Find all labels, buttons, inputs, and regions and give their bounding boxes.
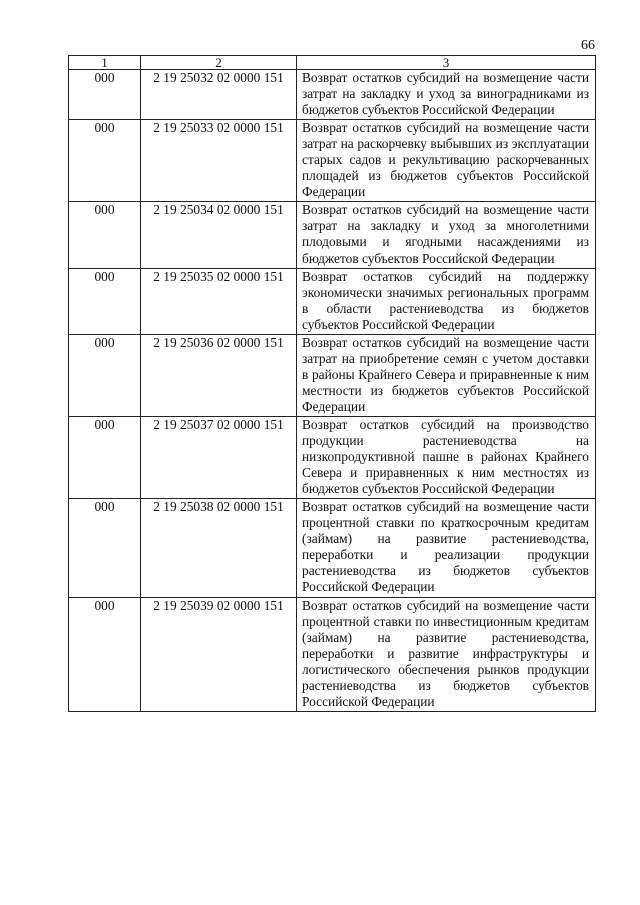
income-description: Возврат остатков субсидий на производство продукции растениеводства на низкопродуктивной пашне в районах Крайнего Севера и приравненных к ним местностях из бюджетов субъектов Российской Федерации (297, 416, 596, 498)
table-row (69, 202, 596, 268)
income-description: Возврат остатков субсидий на возмещение части затрат на закладку и уход за многолетними плодовыми и ягодными насаждениями из бюджетов субъектов Российской Федерации (297, 202, 596, 268)
budget-classification-code: 2 19 25039 02 0000 151 (141, 597, 297, 711)
table-row (69, 499, 596, 597)
budget-classification-code: 2 19 25032 02 0000 151 (141, 70, 297, 120)
table-row (69, 70, 596, 120)
administrator-code: 000 (69, 268, 141, 334)
column-header-2: 2 (141, 56, 297, 70)
administrator-code: 000 (69, 334, 141, 416)
budget-classification-code: 2 19 25037 02 0000 151 (141, 416, 297, 498)
administrator-code: 000 (69, 499, 141, 597)
page-number: 66 (581, 38, 595, 53)
income-description: Возврат остатков субсидий на возмещение части процентной ставки по инвестиционным кредитам (займам) на развитие растениеводства, переработки и развитие инфраструктуры и логистического обеспечения рынков продукции растениеводства из бюджетов субъектов Российской Федерации (297, 597, 596, 711)
administrator-code: 000 (69, 120, 141, 202)
budget-classification-table (68, 55, 596, 712)
income-description: Возврат остатков субсидий на возмещение части затрат на приобретение семян с учетом доставки в районы Крайнего Севера и приравненные к ним местности из бюджетов субъектов Российской Федерации (297, 334, 596, 416)
budget-classification-code: 2 19 25038 02 0000 151 (141, 499, 297, 597)
administrator-code: 000 (69, 597, 141, 711)
budget-classification-code: 2 19 25033 02 0000 151 (141, 120, 297, 202)
income-description: Возврат остатков субсидий на возмещение части затрат на раскорчевку выбывших из эксплуатации старых садов и рекультивацию раскорчеванных площадей из бюджетов субъектов Российской Федерации (297, 120, 596, 202)
table-row (69, 120, 596, 202)
budget-classification-code: 2 19 25035 02 0000 151 (141, 268, 297, 334)
budget-classification-code: 2 19 25036 02 0000 151 (141, 334, 297, 416)
table-row (69, 268, 596, 334)
administrator-code: 000 (69, 416, 141, 498)
column-header-3: 3 (297, 56, 596, 70)
budget-classification-code: 2 19 25034 02 0000 151 (141, 202, 297, 268)
income-description: Возврат остатков субсидий на возмещение части процентной ставки по краткосрочным кредитам (займам) на развитие растениеводства, переработки и реализации продукции растениеводства из бюджетов субъектов Российской Федерации (297, 499, 596, 597)
column-header-1: 1 (69, 56, 141, 70)
table-row (69, 597, 596, 711)
table-row (69, 334, 596, 416)
income-description: Возврат остатков субсидий на поддержку экономически значимых региональных программ в области растениеводства из бюджетов субъектов Российской Федерации (297, 268, 596, 334)
administrator-code: 000 (69, 70, 141, 120)
administrator-code: 000 (69, 202, 141, 268)
income-description: Возврат остатков субсидий на возмещение части затрат на закладку и уход за виноградниками из бюджетов субъектов Российской Федерации (297, 70, 596, 120)
table-header-row (69, 56, 596, 70)
table-row (69, 416, 596, 498)
